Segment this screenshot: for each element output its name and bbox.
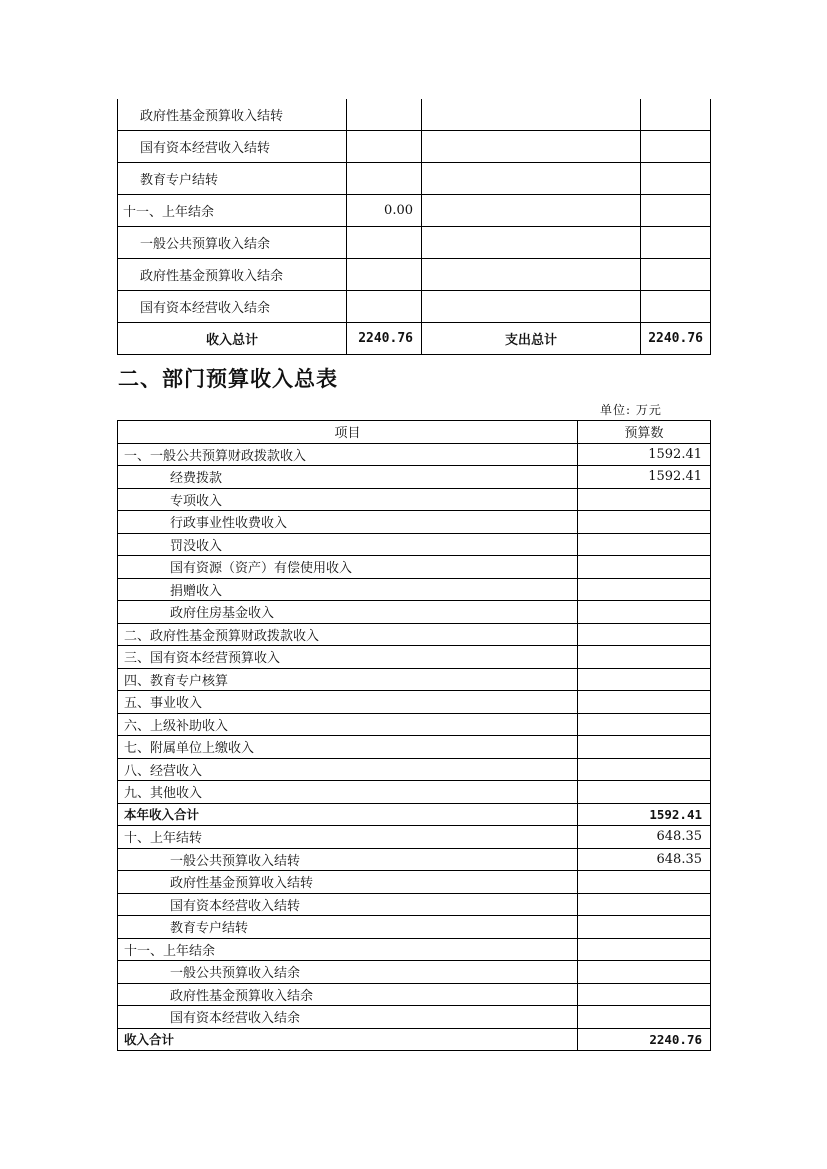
budget-item-label: 二、政府性基金预算财政拨款收入 <box>118 623 578 646</box>
department-budget-income-table <box>117 420 711 1051</box>
table-row <box>118 691 711 714</box>
table-row <box>118 601 711 624</box>
budget-item-value <box>578 893 711 916</box>
budget-item-label: 八、经营收入 <box>118 758 578 781</box>
expense-item-value <box>641 227 711 259</box>
budget-item-value: 648.35 <box>578 826 711 849</box>
budget-item-label: 罚没收入 <box>118 533 578 556</box>
table-row <box>118 511 711 534</box>
table-row <box>118 466 711 489</box>
section-title: 二、部门预算收入总表 <box>118 367 338 391</box>
income-item-value <box>347 99 422 131</box>
expense-item-label <box>422 259 641 291</box>
income-item-value <box>347 259 422 291</box>
budget-item-label: 十一、上年结余 <box>118 938 578 961</box>
expense-item-value <box>641 259 711 291</box>
budget-item-value <box>578 511 711 534</box>
table-row <box>118 488 711 511</box>
budget-item-value <box>578 488 711 511</box>
budget-item-value <box>578 961 711 984</box>
budget-item-label: 七、附属单位上缴收入 <box>118 736 578 759</box>
table-row <box>118 938 711 961</box>
budget-item-value <box>578 871 711 894</box>
table-row <box>118 443 711 466</box>
income-item-value: 0.00 <box>347 195 422 227</box>
table-row <box>118 848 711 871</box>
table-row <box>118 131 711 163</box>
expense-item-label <box>422 99 641 131</box>
income-item-value <box>347 291 422 323</box>
table-row <box>118 826 711 849</box>
budget-item-label: 十、上年结转 <box>118 826 578 849</box>
budget-item-label: 行政事业性收费收入 <box>118 511 578 534</box>
expense-item-label <box>422 163 641 195</box>
budget-item-value <box>578 713 711 736</box>
budget-item-value: 1592.41 <box>578 803 711 826</box>
budget-item-value <box>578 758 711 781</box>
income-expense-summary-table <box>117 99 711 355</box>
budget-item-value <box>578 1006 711 1029</box>
table-row <box>118 195 711 227</box>
budget-item-value <box>578 938 711 961</box>
budget-item-label: 国有资源（资产）有偿使用收入 <box>118 556 578 579</box>
expense-item-label <box>422 131 641 163</box>
income-item-value <box>347 163 422 195</box>
table-row <box>118 758 711 781</box>
header-item: 项目 <box>118 421 578 444</box>
expense-item-value <box>641 131 711 163</box>
budget-item-label: 本年收入合计 <box>118 803 578 826</box>
income-item-label: 教育专户结转 <box>118 163 347 195</box>
table-row <box>118 916 711 939</box>
table-row <box>118 713 711 736</box>
total-row <box>118 323 711 355</box>
expense-total-label: 支出总计 <box>422 323 641 355</box>
subtotal-row <box>118 1028 711 1051</box>
table-row <box>118 291 711 323</box>
table-row <box>118 871 711 894</box>
budget-item-label: 国有资本经营收入结余 <box>118 1006 578 1029</box>
income-item-label: 国有资本经营收入结余 <box>118 291 347 323</box>
budget-item-value <box>578 691 711 714</box>
expense-item-value <box>641 195 711 227</box>
budget-item-value <box>578 601 711 624</box>
table-row <box>118 259 711 291</box>
budget-item-label: 国有资本经营收入结转 <box>118 893 578 916</box>
table-row <box>118 556 711 579</box>
table-row <box>118 163 711 195</box>
budget-item-value <box>578 916 711 939</box>
income-item-label: 国有资本经营收入结转 <box>118 131 347 163</box>
table-row <box>118 781 711 804</box>
table-row <box>118 983 711 1006</box>
income-item-value <box>347 227 422 259</box>
income-item-label: 政府性基金预算收入结余 <box>118 259 347 291</box>
expense-item-value <box>641 99 711 131</box>
income-item-value <box>347 131 422 163</box>
subtotal-row <box>118 803 711 826</box>
table-row <box>118 893 711 916</box>
table-row <box>118 961 711 984</box>
budget-item-value: 2240.76 <box>578 1028 711 1051</box>
expense-item-label <box>422 291 641 323</box>
income-item-label: 一般公共预算收入结余 <box>118 227 347 259</box>
budget-item-label: 经费拨款 <box>118 466 578 489</box>
budget-item-value <box>578 533 711 556</box>
budget-item-value <box>578 781 711 804</box>
budget-item-label: 专项收入 <box>118 488 578 511</box>
budget-item-value <box>578 646 711 669</box>
budget-item-label: 九、其他收入 <box>118 781 578 804</box>
budget-item-value <box>578 578 711 601</box>
budget-item-value: 1592.41 <box>578 443 711 466</box>
income-item-label: 政府性基金预算收入结转 <box>118 99 347 131</box>
department-budget-income-body <box>118 421 711 1051</box>
expense-item-label <box>422 195 641 227</box>
budget-item-label: 教育专户结转 <box>118 916 578 939</box>
budget-item-value: 1592.41 <box>578 466 711 489</box>
budget-item-label: 政府性基金预算收入结转 <box>118 871 578 894</box>
budget-item-label: 三、国有资本经营预算收入 <box>118 646 578 669</box>
unit-label: 单位: 万元 <box>600 403 662 417</box>
expense-total-value: 2240.76 <box>641 323 711 355</box>
table-row <box>118 99 711 131</box>
table-row <box>118 668 711 691</box>
expense-item-value <box>641 163 711 195</box>
budget-item-label: 一般公共预算收入结转 <box>118 848 578 871</box>
budget-item-value <box>578 556 711 579</box>
expense-item-label <box>422 227 641 259</box>
budget-item-label: 一般公共预算收入结余 <box>118 961 578 984</box>
budget-item-value <box>578 983 711 1006</box>
table-row <box>118 533 711 556</box>
income-total-value: 2240.76 <box>347 323 422 355</box>
table-row <box>118 736 711 759</box>
budget-item-label: 收入合计 <box>118 1028 578 1051</box>
budget-item-value <box>578 668 711 691</box>
expense-item-value <box>641 291 711 323</box>
budget-item-label: 一、一般公共预算财政拨款收入 <box>118 443 578 466</box>
table-row <box>118 623 711 646</box>
header-amount: 预算数 <box>578 421 711 444</box>
table-row <box>118 227 711 259</box>
budget-item-label: 政府住房基金收入 <box>118 601 578 624</box>
budget-item-label: 五、事业收入 <box>118 691 578 714</box>
budget-item-label: 四、教育专户核算 <box>118 668 578 691</box>
income-total-label: 收入总计 <box>118 323 347 355</box>
budget-item-value: 648.35 <box>578 848 711 871</box>
budget-item-value <box>578 736 711 759</box>
budget-item-value <box>578 623 711 646</box>
budget-item-label: 政府性基金预算收入结余 <box>118 983 578 1006</box>
budget-item-label: 捐赠收入 <box>118 578 578 601</box>
income-item-label: 十一、上年结余 <box>118 195 347 227</box>
table-header-row <box>118 421 711 444</box>
budget-item-label: 六、上级补助收入 <box>118 713 578 736</box>
table-row <box>118 578 711 601</box>
table-row <box>118 1006 711 1029</box>
income-expense-summary-body <box>118 99 711 355</box>
table-row <box>118 646 711 669</box>
